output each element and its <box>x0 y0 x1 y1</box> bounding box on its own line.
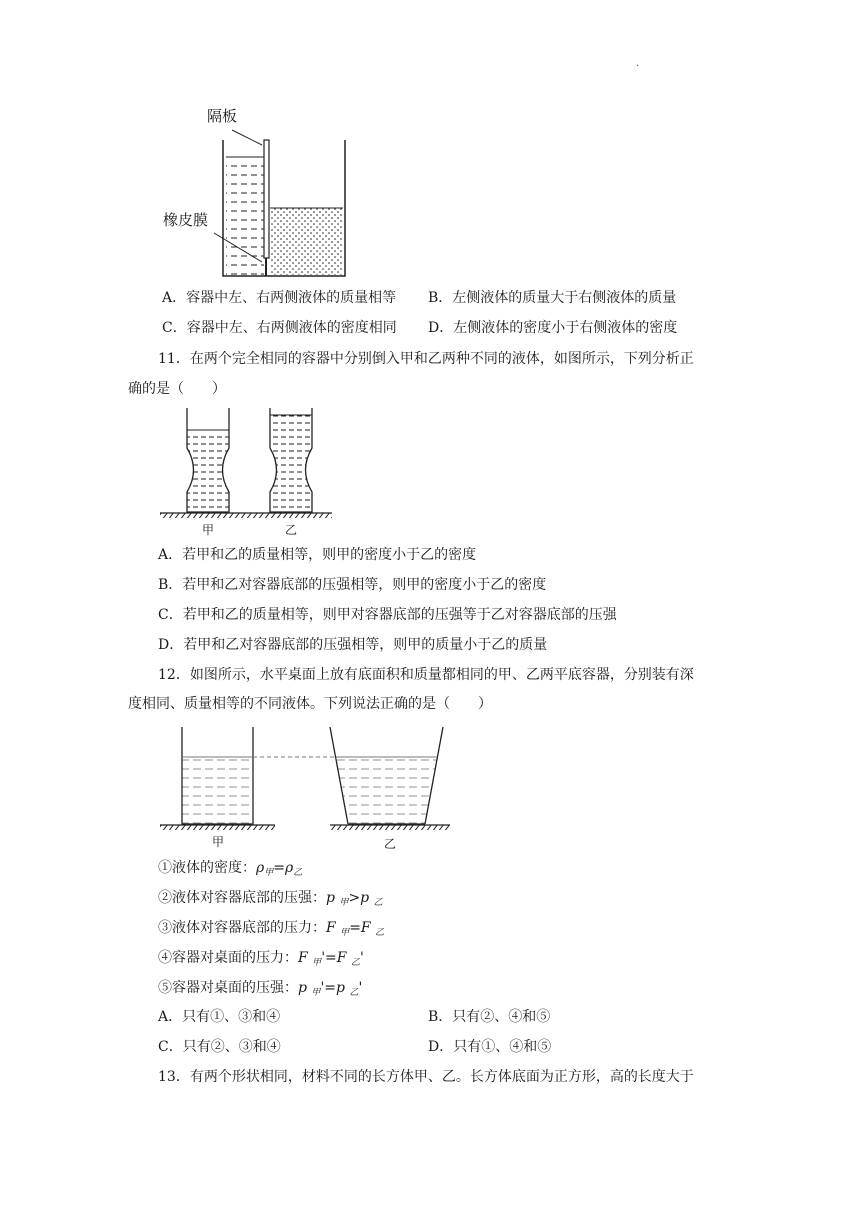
q11-stem-line2: 确的是（ ） <box>128 381 226 397</box>
q12-statement-4: ④容器对桌面的压力：F $_甲$'=F $_乙$' <box>158 950 364 968</box>
q12-statement-3: ③液体对容器底部的压力：F $_甲$=F $_乙$ <box>158 920 385 938</box>
q12-option-c: C．只有②、③和④ <box>158 1039 281 1055</box>
label-partition: 隔板 <box>207 107 238 125</box>
q10-option-c: C．容器中左、右两侧液体的密度相同 <box>162 320 397 336</box>
q12-fig-label-jia: 甲 <box>212 835 225 849</box>
q12-option-d: D．只有①、④和⑤ <box>428 1039 552 1055</box>
header-mark: . <box>636 58 640 69</box>
q10-option-b: B．左侧液体的质量大于右侧液体的质量 <box>428 290 677 306</box>
q11-option-b: B．若甲和乙对容器底部的压强相等，则甲的密度小于乙的密度 <box>158 577 547 593</box>
q11-fig-label-jia: 甲 <box>202 523 215 537</box>
q11-option-c: C．若甲和乙的质量相等，则甲对容器底部的压强等于乙对容器底部的压强 <box>158 607 617 623</box>
q11-option-d: D．若甲和乙对容器底部的压强相等，则甲的质量小于乙的质量 <box>158 637 548 653</box>
label-rubber-membrane: 橡皮膜 <box>163 211 209 229</box>
q11-stem-line1: 11．在两个完全相同的容器中分别倒入甲和乙两种不同的液体，如图所示，下列分析正 <box>158 351 694 367</box>
q12-statement-2: ②液体对容器底部的压强：p $_甲$>p $_乙$ <box>158 890 383 908</box>
q12-stem-line2: 度相同、质量相等的不同液体。下列说法正确的是（ ） <box>128 696 492 712</box>
q11-option-a: A．若甲和乙的质量相等，则甲的密度小于乙的密度 <box>158 547 477 563</box>
q12-option-b: B．只有②、④和⑤ <box>428 1009 551 1025</box>
q12-statement-1: ①液体的密度：$\rho_甲=\rho_乙$ <box>158 860 303 878</box>
q12-stem-line1: 12．如图所示，水平桌面上放有底面积和质量都相同的甲、乙两平底容器，分别装有深 <box>158 667 694 683</box>
q13-stem-line1: 13．有两个形状相同，材料不同的长方体甲、乙。长方体底面为正方形，高的长度大于 <box>158 1069 694 1085</box>
q12-option-a: A．只有①、③和④ <box>158 1009 281 1025</box>
q10-option-d: D．左侧液体的密度小于右侧液体的密度 <box>428 320 678 336</box>
q12-statement-5: ⑤容器对桌面的压强：p $_甲$'=p $_乙$' <box>158 980 363 998</box>
q10-option-a: A．容器中左、右两侧液体的质量相等 <box>162 290 397 306</box>
q11-fig-label-yi: 乙 <box>285 523 298 537</box>
q12-fig-label-yi: 乙 <box>384 837 397 851</box>
